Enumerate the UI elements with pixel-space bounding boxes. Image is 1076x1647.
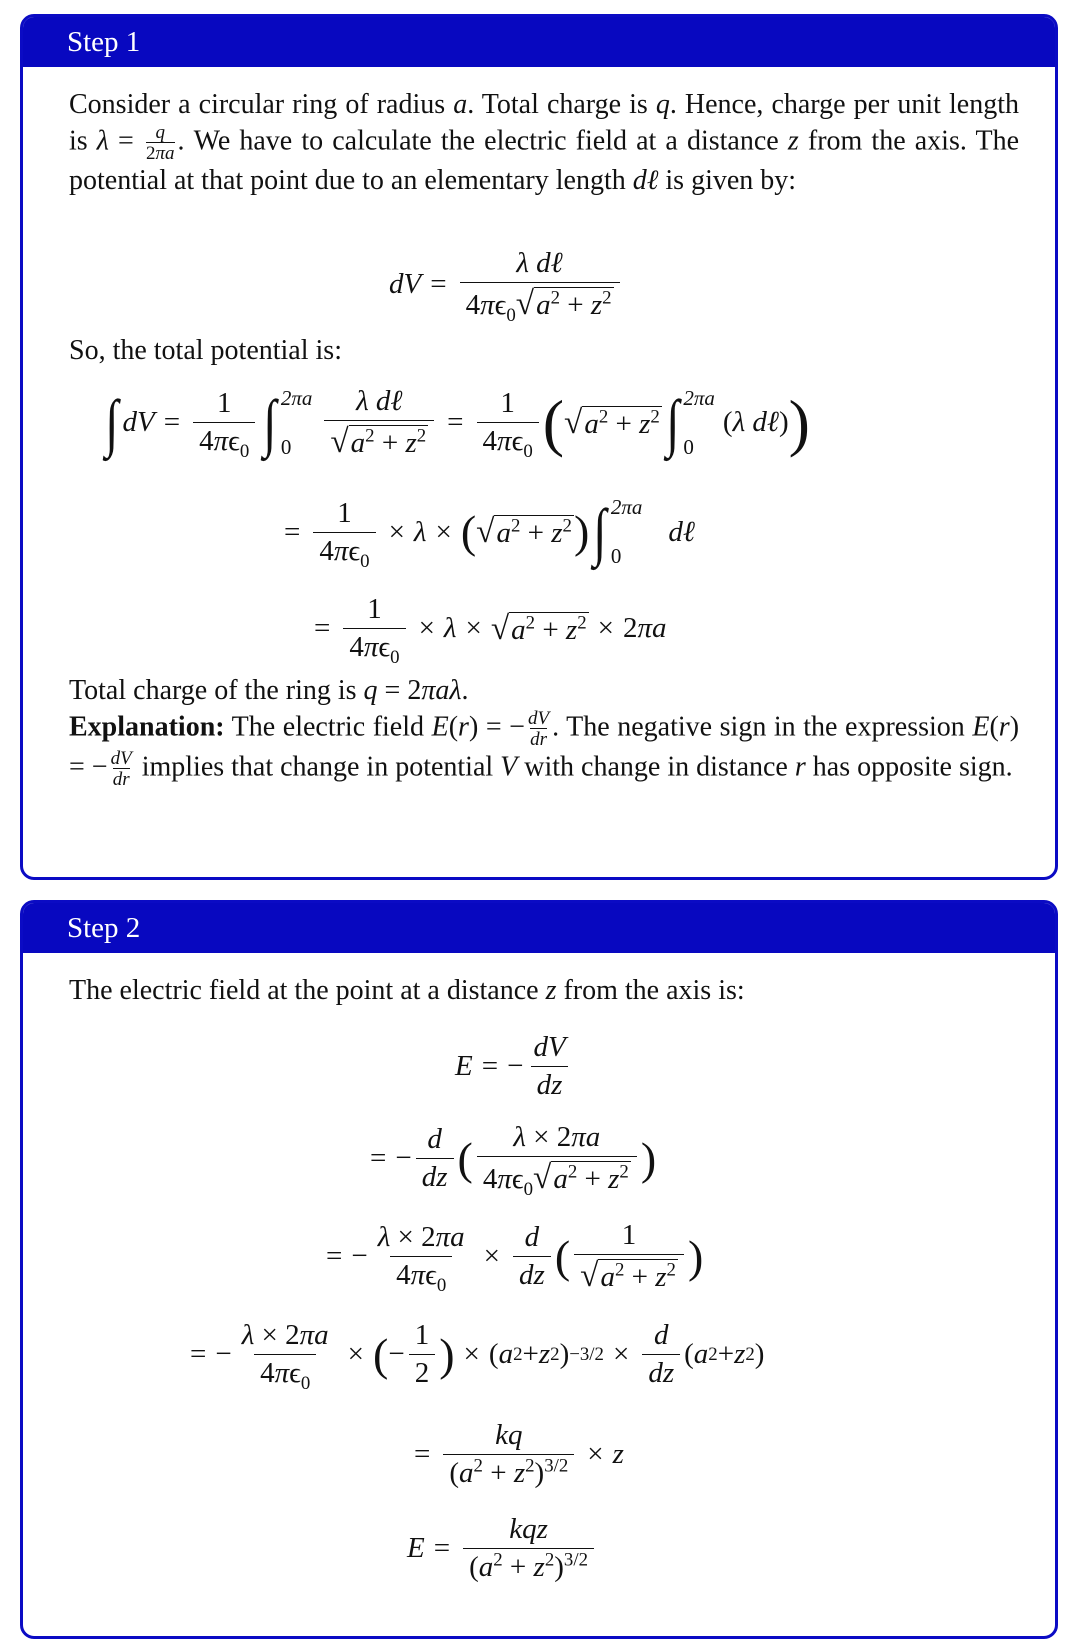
eq-E-step-3: = − $\frac{\lambda \times 2\pi a}{4\pi\epsilon_0}$ × $\frac{d}{dz}$ ( 1 √ $a^2 + z^2$ )	[326, 1219, 704, 1296]
eq-integral-line-2: = $\frac{1}{4\pi\epsilon_0}$ × λ × ( √ $a^2 + z^2$ ) ∫ 2πa 0 dℓ	[284, 495, 695, 572]
step-1-intro: Consider a circular ring of radius a. Total charge is q. Hence, charge per unit length is λ = $\frac{q}{2\pi a}$ . We have to calculate the electric field at a distance z from the axis. The potential at that point due to an elementary length dℓ is given by:	[69, 89, 1019, 196]
explanation-block: Total charge of the ring is q = 2πaλ. Explanation: The electric field E(r) = − $\frac{dV}{dr}$ . The negative sign in the expression E(r) = − $\frac{dV}{dr}$ implies that change in potential V with change in distance r has opposite sign.	[69, 675, 1020, 790]
eq-integral-line-1: ∫ dV = $\frac{1}{4\pi\epsilon_0}$ ∫ 2πa 0 λ dℓ √ $a^2 + z^2$ = $\frac{1}{4\pi\epsilon_0}$ ( √ $a^2 + z^2$ ∫ 2πa 0 (λ dℓ) )	[105, 385, 810, 462]
step-2-intro: The electric field at the point at a distance z from the axis is:	[69, 975, 745, 1006]
eq-E-final: E = $\frac{\text{kqz}}{(a^2 + z^2)^{3/2}}$	[407, 1515, 598, 1582]
eq-E-step-4: = − $\frac{\lambda \times 2\pi a}{4\pi\epsilon_0}$ × ( − $\frac{1}{2}$ ) × ( a 2 + z 2 ) −3/2 × $\frac{d}{dz}$ ( a 2 + z 2 )	[190, 1319, 765, 1394]
step-2-header: Step 2	[23, 903, 1055, 953]
eq-integral-line-3: = $\frac{1}{4\pi\epsilon_0}$ × λ × √ $a^2 + z^2$ × 2 πa	[314, 593, 667, 668]
eq-E-step-2: = − $\frac{d}{dz}$ ( λ × 2πa $4\pi\epsilon_0$ √ $a^2 + z^2$ )	[370, 1121, 657, 1200]
step-2-card	[20, 900, 1058, 1639]
total-charge-line: Total charge of the ring is q = 2πaλ.	[69, 675, 469, 706]
step-1-card	[20, 14, 1058, 880]
total-potential-label: So, the total potential is:	[69, 335, 342, 366]
eq-dV: dV = λ dℓ $4\pi\epsilon_0$ √ $a^2 + z^2$	[389, 249, 624, 320]
explanation-label: Explanation:	[69, 711, 225, 743]
step-1-header: Step 1	[23, 17, 1055, 67]
eq-E-definition: E = − $\frac{dV}{dz}$	[455, 1033, 576, 1100]
eq-E-step-5: = $\frac{kq}{(a^2 + z^2)^{3/2}}$ × z	[414, 1419, 624, 1489]
